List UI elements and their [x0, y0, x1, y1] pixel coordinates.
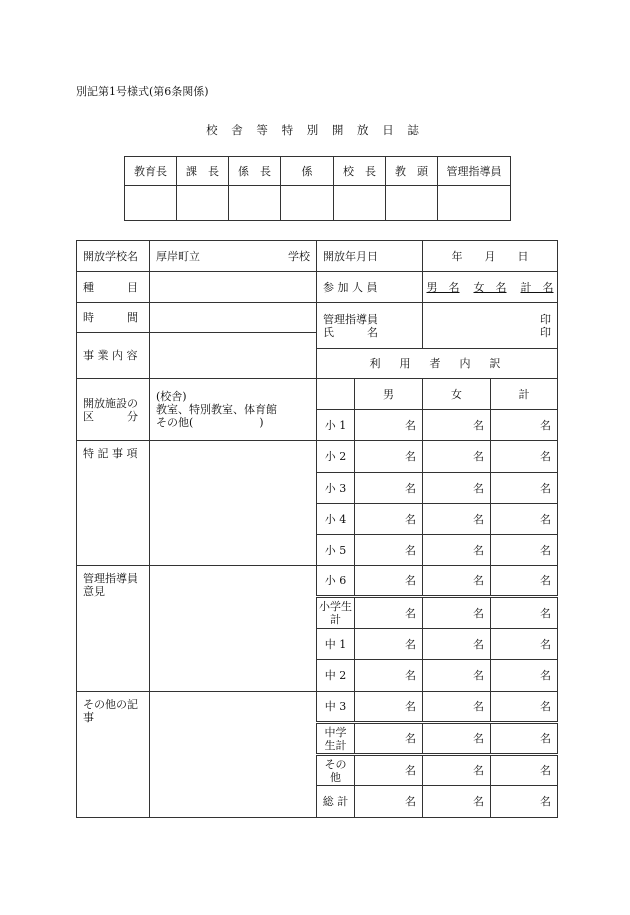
facility-other: その他( ) — [156, 416, 264, 429]
approval-stamp-cell[interactable] — [438, 186, 511, 221]
open-date-label: 開放年月日 — [317, 241, 423, 272]
seal-mark: 印 — [540, 312, 551, 326]
form-number: 別記第1号様式(第6条関係) — [76, 85, 209, 98]
supervisor-name-label — [317, 303, 423, 349]
supervisor-name-field[interactable] — [423, 303, 558, 349]
supervisor-label-line2: 氏 名 — [323, 325, 378, 339]
count-total[interactable]: 名 — [491, 692, 558, 723]
other-notes-field[interactable] — [150, 692, 317, 818]
school-name-prefix: 厚岸町立 — [156, 249, 200, 263]
count-male[interactable]: 名 — [355, 441, 423, 473]
event-content-label: 事 業 内 容 — [77, 333, 150, 379]
opinion-label-line2: 意見 — [83, 585, 105, 598]
form-title: 校 舎 等 特 別 開 放 日 誌 — [206, 123, 424, 137]
event-type-field[interactable] — [150, 272, 317, 303]
special-notes-label: 特 記 事 項 — [77, 441, 150, 566]
facility-building: (校舎) — [156, 390, 187, 403]
event-content-field[interactable] — [150, 333, 317, 379]
count-total[interactable]: 名 — [491, 755, 558, 786]
count-female[interactable]: 名 — [423, 723, 491, 755]
count-total[interactable]: 名 — [491, 660, 558, 692]
count-total[interactable]: 名 — [491, 566, 558, 597]
row-label-mid-1: 中 1 — [317, 629, 355, 660]
count-male[interactable]: 名 — [355, 566, 423, 597]
facility-category-field[interactable] — [150, 379, 317, 441]
count-female[interactable]: 名 — [423, 629, 491, 660]
count-female[interactable]: 名 — [423, 535, 491, 566]
date-day-label: 日 — [517, 249, 529, 263]
row-label-elem-6: 小 6 — [317, 566, 355, 597]
approval-stamp-cell[interactable] — [177, 186, 229, 221]
count-female[interactable]: 名 — [423, 786, 491, 818]
time-field[interactable] — [150, 303, 317, 333]
row-label-elem-3: 小 3 — [317, 473, 355, 504]
breakdown-corner-cell — [317, 379, 355, 410]
count-male[interactable]: 名 — [355, 786, 423, 818]
count-total[interactable]: 名 — [491, 441, 558, 473]
count-female[interactable]: 名 — [423, 504, 491, 535]
other-label-line1: その他の記 — [83, 698, 138, 711]
col-header-total: 計 — [491, 379, 558, 410]
count-female[interactable]: 名 — [423, 660, 491, 692]
count-male[interactable]: 名 — [355, 473, 423, 504]
count-total[interactable]: 名 — [491, 629, 558, 660]
approval-stamp-cell[interactable] — [229, 186, 281, 221]
opinion-label-line1: 管理指導員 — [83, 572, 138, 585]
approval-header-principal: 校 長 — [334, 157, 386, 186]
approval-stamp-cell[interactable] — [386, 186, 438, 221]
row-label-elem-4: 小 4 — [317, 504, 355, 535]
facility-rooms: 教室、特別教室、体育館 — [156, 403, 277, 416]
diary-main-table — [76, 240, 558, 818]
participants-total: 計 名 — [520, 280, 554, 294]
school-name-field[interactable] — [150, 241, 317, 272]
row-label-grand-total: 総 計 — [317, 786, 355, 818]
count-female[interactable]: 名 — [423, 566, 491, 597]
col-header-male: 男 — [355, 379, 423, 410]
row-label-mid-3: 中 3 — [317, 692, 355, 723]
count-total[interactable]: 名 — [491, 504, 558, 535]
count-total[interactable]: 名 — [491, 597, 558, 629]
approval-header-superintendent: 教育長 — [125, 157, 177, 186]
count-female[interactable]: 名 — [423, 755, 491, 786]
facility-label-line2: 区 分 — [83, 409, 138, 423]
approval-header-section-chief: 課 長 — [177, 157, 229, 186]
approval-header-supervisor: 管理指導員 — [438, 157, 511, 186]
row-label-mid-2: 中 2 — [317, 660, 355, 692]
participants-field[interactable] — [423, 272, 558, 303]
participants-female: 女 名 — [473, 280, 507, 294]
time-label: 時 間 — [77, 303, 150, 333]
other-notes-label — [77, 692, 150, 818]
supervisor-opinion-field[interactable] — [150, 566, 317, 692]
approval-stamp-cell[interactable] — [281, 186, 334, 221]
facility-category-label — [77, 379, 150, 441]
user-breakdown-heading: 利 用 者 内 訳 — [317, 349, 558, 379]
participants-label: 参 加 人 員 — [317, 272, 423, 303]
supervisor-opinion-label — [77, 566, 150, 692]
count-total[interactable]: 名 — [491, 786, 558, 818]
count-female[interactable]: 名 — [423, 692, 491, 723]
count-male[interactable]: 名 — [355, 597, 423, 629]
approval-header-vice-principal: 教 頭 — [386, 157, 438, 186]
participants-male: 男 名 — [426, 280, 460, 294]
count-total[interactable]: 名 — [491, 473, 558, 504]
date-month-label: 月 — [484, 249, 496, 263]
row-label-elem-5: 小 5 — [317, 535, 355, 566]
row-label-elem-1: 小 1 — [317, 410, 355, 441]
count-male[interactable]: 名 — [355, 535, 423, 566]
seal-mark: 印 — [540, 325, 551, 339]
date-year-label: 年 — [451, 249, 463, 263]
count-female[interactable]: 名 — [423, 597, 491, 629]
supervisor-label-line1: 管理指導員 — [323, 312, 378, 326]
row-label-mid-subtotal: 中学生計 — [317, 723, 355, 755]
special-notes-field[interactable] — [150, 441, 317, 566]
count-male[interactable]: 名 — [355, 629, 423, 660]
count-male[interactable]: 名 — [355, 410, 423, 441]
count-male[interactable]: 名 — [355, 660, 423, 692]
count-total[interactable]: 名 — [491, 723, 558, 755]
count-female[interactable]: 名 — [423, 441, 491, 473]
count-female[interactable]: 名 — [423, 410, 491, 441]
event-type-label: 種 目 — [77, 272, 150, 303]
count-male[interactable]: 名 — [355, 504, 423, 535]
row-label-elem-2: 小 2 — [317, 441, 355, 473]
approval-header-staff: 係 — [281, 157, 334, 186]
open-date-field[interactable] — [423, 241, 558, 272]
col-header-female: 女 — [423, 379, 491, 410]
school-name-suffix: 学校 — [288, 249, 310, 263]
other-label-line2: 事 — [83, 711, 94, 724]
count-male[interactable]: 名 — [355, 755, 423, 786]
approval-stamp-table — [124, 156, 511, 221]
approval-stamp-cell[interactable] — [125, 186, 177, 221]
count-total[interactable]: 名 — [491, 535, 558, 566]
approval-header-subsection-chief: 係 長 — [229, 157, 281, 186]
count-male[interactable]: 名 — [355, 723, 423, 755]
school-name-label: 開放学校名 — [77, 241, 150, 272]
count-female[interactable]: 名 — [423, 473, 491, 504]
count-total[interactable]: 名 — [491, 410, 558, 441]
row-label-elem-subtotal: 小学生計 — [317, 597, 355, 629]
row-label-other: その他 — [317, 755, 355, 786]
count-male[interactable]: 名 — [355, 692, 423, 723]
facility-label-line1: 開放施設の — [83, 396, 138, 410]
approval-stamp-cell[interactable] — [334, 186, 386, 221]
